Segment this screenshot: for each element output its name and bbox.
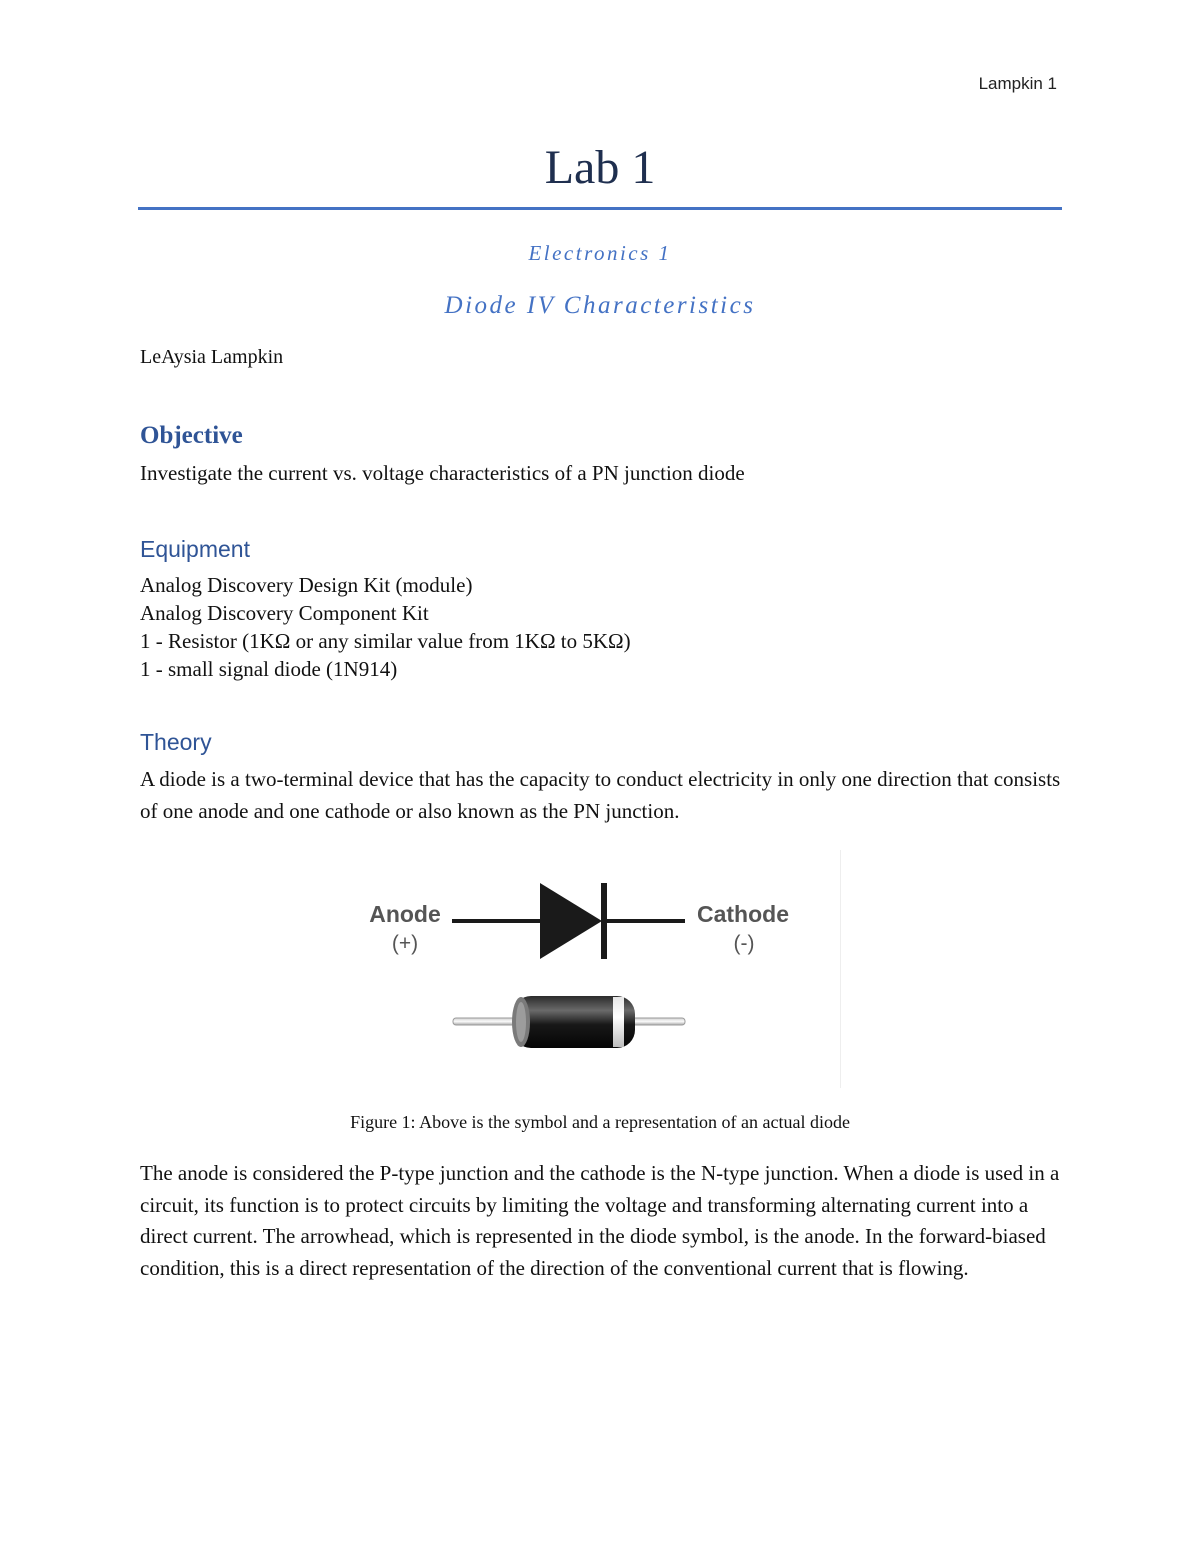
running-head: Lampkin 1 bbox=[978, 74, 1057, 93]
objective-text: Investigate the current vs. voltage characteristics of a PN junction diode bbox=[140, 461, 745, 485]
topic-subtitle: Diode IV Characteristics bbox=[444, 292, 756, 319]
equipment-item: Analog Discovery Component Kit bbox=[140, 601, 429, 625]
equipment-item: Analog Discovery Design Kit (module) bbox=[140, 573, 473, 597]
cathode-sign: (-) bbox=[733, 932, 755, 955]
diode-symbol bbox=[452, 883, 685, 959]
document-title: Lab 1 bbox=[544, 141, 656, 194]
anode-sign: (+) bbox=[391, 932, 419, 955]
equipment-item: 1 - Resistor (1KΩ or any similar value from 1KΩ to 5KΩ) bbox=[140, 629, 631, 653]
theory-heading: Theory bbox=[140, 729, 212, 755]
figure-caption: Figure 1: Above is the symbol and a representation of an actual diode bbox=[350, 1112, 850, 1132]
diode-component bbox=[453, 996, 685, 1048]
theory-paragraph: The anode is considered the P-type junction and the cathode is the N-type junction. When a diode is used in a circuit, its function is to protect circuits by limiting the voltage and transforming alternating current into a direct current. The arrowhead, which is represented in the diode symbol, is the anode. In the forward-biased condition, this is a direct representation of the direction of the conventional current that is flowing. bbox=[140, 1161, 1060, 1280]
author-name: LeAysia Lampkin bbox=[140, 346, 284, 368]
anode-label: Anode bbox=[369, 901, 441, 927]
equipment-item: 1 - small signal diode (1N914) bbox=[140, 657, 398, 681]
diode-figure bbox=[355, 850, 841, 1088]
equipment-list bbox=[140, 571, 631, 683]
title-underline bbox=[138, 207, 1062, 210]
equipment-heading: Equipment bbox=[140, 536, 250, 562]
objective-heading: Objective bbox=[140, 422, 243, 449]
cathode-label: Cathode bbox=[697, 901, 789, 927]
theory-intro: A diode is a two-terminal device that has the capacity to conduct electricity in only one direction that consists of one anode and one cathode or also known as the PN junction. bbox=[140, 767, 1061, 823]
diode-illustration bbox=[355, 850, 840, 1088]
cathode-band bbox=[613, 997, 624, 1047]
course-subtitle: Electronics 1 bbox=[528, 241, 672, 265]
